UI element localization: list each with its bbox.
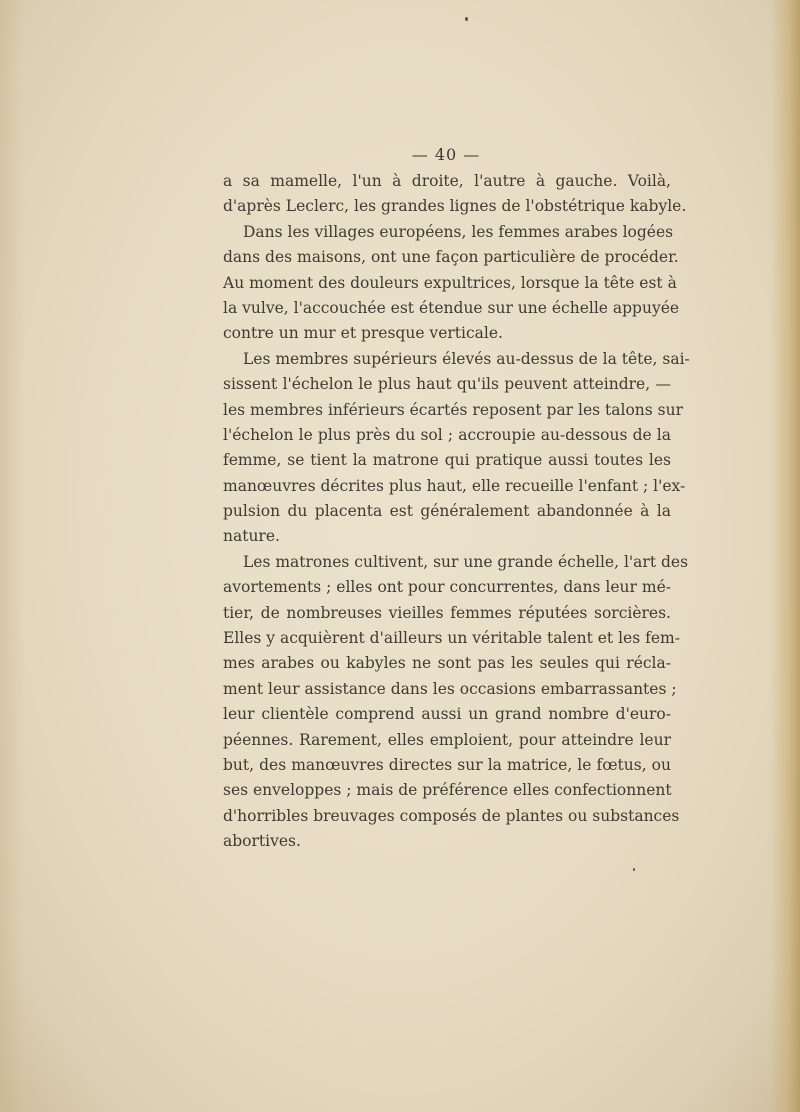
text-line: tier, de nombreuses vieilles femmes réputées sorcières. — [223, 603, 671, 622]
text-line: Les membres supérieurs élevés au-dessus de la tête, sai- — [243, 349, 690, 368]
text-line: avortements ; elles ont pour concurrentes, dans leur mé- — [223, 578, 671, 597]
text-line: Dans les villages européens, les femmes arabes logées — [243, 222, 674, 241]
text-line: Au moment des douleurs expultrices, lorsque la tête est à — [223, 273, 677, 292]
text-line: ment leur assistance dans les occasions embarrassantes ; — [223, 679, 677, 698]
ink-speck — [633, 868, 635, 871]
text-line: a sa mamelle, l'un à droite, l'autre à gauche. Voilà, — [223, 172, 671, 190]
text-line: contre un mur et presque verticale. — [223, 324, 503, 343]
paper-right-edge — [770, 0, 800, 1112]
page-number: — 40 — — [411, 145, 481, 164]
ink-speck — [465, 17, 468, 21]
text-line: nature. — [223, 527, 280, 546]
paper-left-edge — [0, 0, 24, 1112]
text-line: ses enveloppes ; mais de préférence elles confectionnent — [223, 781, 672, 800]
text-line: abortives. — [223, 832, 301, 851]
text-line: femme, se tient la matrone qui pratique aussi toutes les — [223, 451, 671, 470]
text-line: pulsion du placenta est généralement abandonnée à la — [223, 502, 671, 521]
text-line: la vulve, l'accouchée est étendue sur une échelle appuyée — [223, 298, 680, 317]
text-line: les membres inférieurs écartés reposent par les talons sur — [223, 400, 683, 419]
text-line: but, des manœuvres directes sur la matrice, le fœtus, ou — [223, 755, 671, 774]
body-text — [223, 169, 690, 855]
text-line: mes arabes ou kabyles ne sont pas les seules qui récla- — [223, 654, 671, 673]
text-line: d'après Leclerc, les grandes lignes de l'obstétrique kabyle. — [223, 197, 687, 216]
text-line: Elles y acquièrent d'ailleurs un véritable talent et les fem- — [223, 629, 680, 648]
text-line: Les matrones cultivent, sur une grande échelle, l'art des — [243, 552, 689, 571]
text-line: péennes. Rarement, elles emploient, pour atteindre leur — [223, 730, 671, 749]
text-line: leur clientèle comprend aussi un grand nombre d'euro- — [223, 705, 671, 724]
text-line: d'horribles breuvages composés de plantes ou substances — [223, 806, 680, 825]
text-line: sissent l'échelon le plus haut qu'ils peuvent atteindre, — — [223, 375, 671, 394]
text-line: manœuvres décrites plus haut, elle recueille l'enfant ; l'ex- — [223, 476, 686, 495]
text-line: l'échelon le plus près du sol ; accroupie au-dessous de la — [223, 425, 671, 444]
text-line: dans des maisons, ont une façon particulière de procéder. — [223, 248, 679, 267]
